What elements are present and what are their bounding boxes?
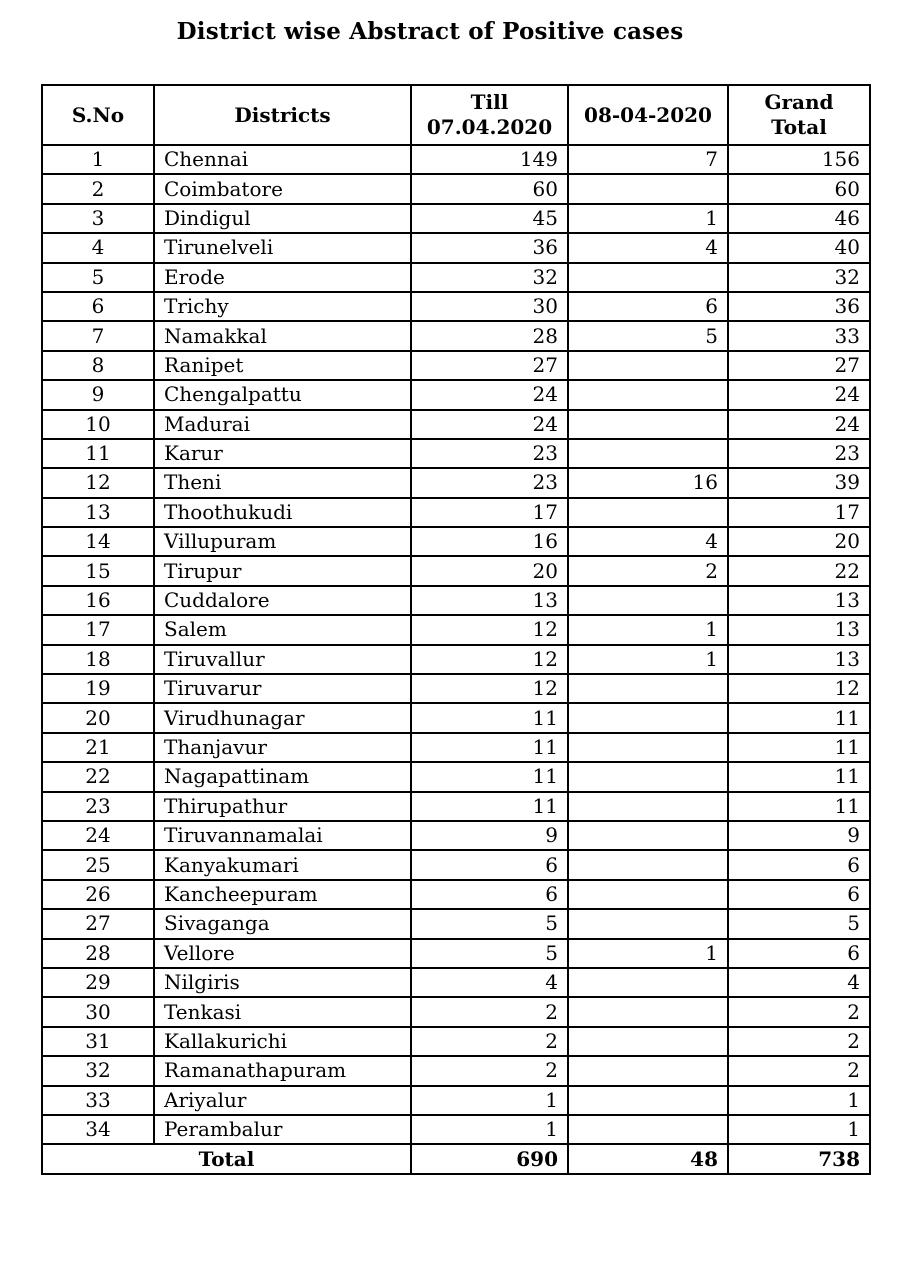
row-day: 1 <box>568 645 728 674</box>
row-till: 1 <box>411 1115 568 1144</box>
row-district: Tiruvallur <box>154 645 411 674</box>
row-grand-total: 36 <box>728 292 870 321</box>
table-row <box>42 1115 870 1144</box>
row-sno: 19 <box>42 674 154 703</box>
row-district: Madurai <box>154 410 411 439</box>
row-till: 6 <box>411 880 568 909</box>
row-till: 23 <box>411 468 568 497</box>
row-grand-total: 24 <box>728 380 870 409</box>
row-sno: 17 <box>42 615 154 644</box>
row-grand-total: 17 <box>728 498 870 527</box>
row-grand-total: 22 <box>728 556 870 585</box>
row-day: 1 <box>568 615 728 644</box>
row-day <box>568 997 728 1026</box>
total-label: Total <box>42 1144 411 1174</box>
row-sno: 5 <box>42 263 154 292</box>
row-sno: 18 <box>42 645 154 674</box>
row-day <box>568 174 728 203</box>
row-sno: 27 <box>42 909 154 938</box>
table-row <box>42 174 870 203</box>
row-grand-total: 23 <box>728 439 870 468</box>
row-day <box>568 380 728 409</box>
header-till-line2: 07.04.2020 <box>426 115 553 139</box>
table-row <box>42 615 870 644</box>
row-sno: 3 <box>42 204 154 233</box>
row-grand-total: 13 <box>728 615 870 644</box>
table-row <box>42 292 870 321</box>
row-district: Cuddalore <box>154 586 411 615</box>
row-day <box>568 263 728 292</box>
row-district: Thoothukudi <box>154 498 411 527</box>
row-grand-total: 24 <box>728 410 870 439</box>
row-till: 5 <box>411 939 568 968</box>
total-day: 48 <box>568 1144 728 1174</box>
row-day <box>568 792 728 821</box>
row-day: 1 <box>568 939 728 968</box>
row-sno: 16 <box>42 586 154 615</box>
row-sno: 21 <box>42 733 154 762</box>
row-grand-total: 13 <box>728 645 870 674</box>
row-district: Ramanathapuram <box>154 1056 411 1085</box>
row-grand-total: 6 <box>728 850 870 879</box>
row-district: Tiruvarur <box>154 674 411 703</box>
row-grand-total: 13 <box>728 586 870 615</box>
table-row <box>42 351 870 380</box>
total-till: 690 <box>411 1144 568 1174</box>
row-grand-total: 156 <box>728 145 870 174</box>
row-grand-total: 6 <box>728 939 870 968</box>
row-grand-total: 27 <box>728 351 870 380</box>
row-district: Ariyalur <box>154 1086 411 1115</box>
row-sno: 29 <box>42 968 154 997</box>
row-day <box>568 762 728 791</box>
table-row <box>42 145 870 174</box>
row-sno: 33 <box>42 1086 154 1115</box>
row-district: Tenkasi <box>154 997 411 1026</box>
row-grand-total: 40 <box>728 233 870 262</box>
row-day <box>568 1086 728 1115</box>
row-district: Salem <box>154 615 411 644</box>
table-row <box>42 1027 870 1056</box>
row-day <box>568 498 728 527</box>
table-row <box>42 762 870 791</box>
row-grand-total: 1 <box>728 1115 870 1144</box>
row-sno: 34 <box>42 1115 154 1144</box>
row-sno: 8 <box>42 351 154 380</box>
row-till: 17 <box>411 498 568 527</box>
row-grand-total: 33 <box>728 321 870 350</box>
table-row <box>42 645 870 674</box>
row-day <box>568 1115 728 1144</box>
row-sno: 13 <box>42 498 154 527</box>
row-district: Nagapattinam <box>154 762 411 791</box>
row-day: 16 <box>568 468 728 497</box>
table-row <box>42 586 870 615</box>
row-day <box>568 821 728 850</box>
row-till: 11 <box>411 762 568 791</box>
row-day: 6 <box>568 292 728 321</box>
row-sno: 14 <box>42 527 154 556</box>
table-row <box>42 468 870 497</box>
header-sno: S.No <box>42 85 154 145</box>
row-grand-total: 11 <box>728 792 870 821</box>
row-till: 9 <box>411 821 568 850</box>
row-district: Coimbatore <box>154 174 411 203</box>
table-row <box>42 498 870 527</box>
page-title: District wise Abstract of Positive cases <box>176 18 684 45</box>
row-till: 28 <box>411 321 568 350</box>
table-row <box>42 821 870 850</box>
row-sno: 11 <box>42 439 154 468</box>
row-till: 11 <box>411 792 568 821</box>
row-district: Namakkal <box>154 321 411 350</box>
row-till: 24 <box>411 380 568 409</box>
row-till: 6 <box>411 850 568 879</box>
row-till: 23 <box>411 439 568 468</box>
row-sno: 26 <box>42 880 154 909</box>
row-grand-total: 2 <box>728 997 870 1026</box>
table-row <box>42 380 870 409</box>
district-cases-table <box>41 84 871 1175</box>
header-grand-line1: Grand <box>764 90 834 114</box>
total-row <box>42 1144 870 1174</box>
row-day <box>568 439 728 468</box>
row-district: Tirunelveli <box>154 233 411 262</box>
row-sno: 22 <box>42 762 154 791</box>
row-till: 45 <box>411 204 568 233</box>
row-day <box>568 703 728 732</box>
row-sno: 1 <box>42 145 154 174</box>
row-till: 60 <box>411 174 568 203</box>
row-day <box>568 410 728 439</box>
row-grand-total: 6 <box>728 880 870 909</box>
row-district: Kancheepuram <box>154 880 411 909</box>
row-district: Tiruvannamalai <box>154 821 411 850</box>
row-grand-total: 39 <box>728 468 870 497</box>
table-row <box>42 703 870 732</box>
table-row <box>42 439 870 468</box>
row-day <box>568 351 728 380</box>
row-grand-total: 20 <box>728 527 870 556</box>
row-district: Tirupur <box>154 556 411 585</box>
row-till: 2 <box>411 997 568 1026</box>
row-till: 32 <box>411 263 568 292</box>
table-row <box>42 880 870 909</box>
header-till-date <box>411 85 568 145</box>
row-grand-total: 2 <box>728 1056 870 1085</box>
row-grand-total: 11 <box>728 703 870 732</box>
row-district: Vellore <box>154 939 411 968</box>
row-district: Nilgiris <box>154 968 411 997</box>
row-grand-total: 11 <box>728 733 870 762</box>
row-sno: 24 <box>42 821 154 850</box>
row-sno: 32 <box>42 1056 154 1085</box>
row-till: 12 <box>411 645 568 674</box>
row-sno: 15 <box>42 556 154 585</box>
total-grand: 738 <box>728 1144 870 1174</box>
row-sno: 9 <box>42 380 154 409</box>
row-district: Erode <box>154 263 411 292</box>
table-row <box>42 674 870 703</box>
row-day <box>568 850 728 879</box>
row-day: 2 <box>568 556 728 585</box>
row-district: Kanyakumari <box>154 850 411 879</box>
row-till: 13 <box>411 586 568 615</box>
row-sno: 25 <box>42 850 154 879</box>
row-district: Thanjavur <box>154 733 411 762</box>
table-row <box>42 850 870 879</box>
table-row <box>42 527 870 556</box>
row-district: Dindigul <box>154 204 411 233</box>
table-row <box>42 997 870 1026</box>
row-sno: 7 <box>42 321 154 350</box>
table-row <box>42 263 870 292</box>
row-till: 16 <box>411 527 568 556</box>
row-till: 11 <box>411 733 568 762</box>
row-sno: 12 <box>42 468 154 497</box>
row-grand-total: 9 <box>728 821 870 850</box>
row-district: Virudhunagar <box>154 703 411 732</box>
header-grand-line2: Total <box>771 115 827 139</box>
row-sno: 30 <box>42 997 154 1026</box>
row-day <box>568 1027 728 1056</box>
row-district: Theni <box>154 468 411 497</box>
row-sno: 10 <box>42 410 154 439</box>
row-grand-total: 12 <box>728 674 870 703</box>
row-grand-total: 2 <box>728 1027 870 1056</box>
row-district: Chengalpattu <box>154 380 411 409</box>
row-till: 20 <box>411 556 568 585</box>
row-till: 2 <box>411 1027 568 1056</box>
row-till: 12 <box>411 615 568 644</box>
row-day <box>568 733 728 762</box>
row-sno: 28 <box>42 939 154 968</box>
row-district: Perambalur <box>154 1115 411 1144</box>
row-day: 5 <box>568 321 728 350</box>
row-till: 1 <box>411 1086 568 1115</box>
row-till: 30 <box>411 292 568 321</box>
row-day: 4 <box>568 233 728 262</box>
row-till: 36 <box>411 233 568 262</box>
row-day: 1 <box>568 204 728 233</box>
row-day <box>568 674 728 703</box>
table-row <box>42 204 870 233</box>
header-grand-total <box>728 85 870 145</box>
row-day <box>568 586 728 615</box>
table-row <box>42 1056 870 1085</box>
row-grand-total: 1 <box>728 1086 870 1115</box>
table-row <box>42 233 870 262</box>
table-row <box>42 321 870 350</box>
table-header-row <box>42 85 870 145</box>
row-district: Thirupathur <box>154 792 411 821</box>
row-sno: 4 <box>42 233 154 262</box>
row-grand-total: 32 <box>728 263 870 292</box>
row-district: Villupuram <box>154 527 411 556</box>
row-day <box>568 1056 728 1085</box>
row-till: 2 <box>411 1056 568 1085</box>
row-till: 149 <box>411 145 568 174</box>
row-till: 11 <box>411 703 568 732</box>
row-till: 4 <box>411 968 568 997</box>
row-day: 4 <box>568 527 728 556</box>
table-row <box>42 939 870 968</box>
row-grand-total: 46 <box>728 204 870 233</box>
row-district: Ranipet <box>154 351 411 380</box>
row-sno: 6 <box>42 292 154 321</box>
row-till: 27 <box>411 351 568 380</box>
row-sno: 20 <box>42 703 154 732</box>
table-row <box>42 733 870 762</box>
header-districts: Districts <box>154 85 411 145</box>
row-district: Chennai <box>154 145 411 174</box>
row-grand-total: 4 <box>728 968 870 997</box>
row-sno: 23 <box>42 792 154 821</box>
row-district: Sivaganga <box>154 909 411 938</box>
table-row <box>42 968 870 997</box>
row-sno: 31 <box>42 1027 154 1056</box>
row-grand-total: 11 <box>728 762 870 791</box>
row-till: 24 <box>411 410 568 439</box>
table-row <box>42 909 870 938</box>
header-day: 08-04-2020 <box>568 85 728 145</box>
table-row <box>42 410 870 439</box>
row-grand-total: 5 <box>728 909 870 938</box>
row-day <box>568 968 728 997</box>
row-day: 7 <box>568 145 728 174</box>
table-row <box>42 792 870 821</box>
row-day <box>568 909 728 938</box>
row-district: Kallakurichi <box>154 1027 411 1056</box>
row-day <box>568 880 728 909</box>
row-till: 5 <box>411 909 568 938</box>
row-till: 12 <box>411 674 568 703</box>
table-row <box>42 556 870 585</box>
table-row <box>42 1086 870 1115</box>
row-sno: 2 <box>42 174 154 203</box>
row-grand-total: 60 <box>728 174 870 203</box>
row-district: Karur <box>154 439 411 468</box>
header-till-line1: Till <box>470 90 509 114</box>
row-district: Trichy <box>154 292 411 321</box>
